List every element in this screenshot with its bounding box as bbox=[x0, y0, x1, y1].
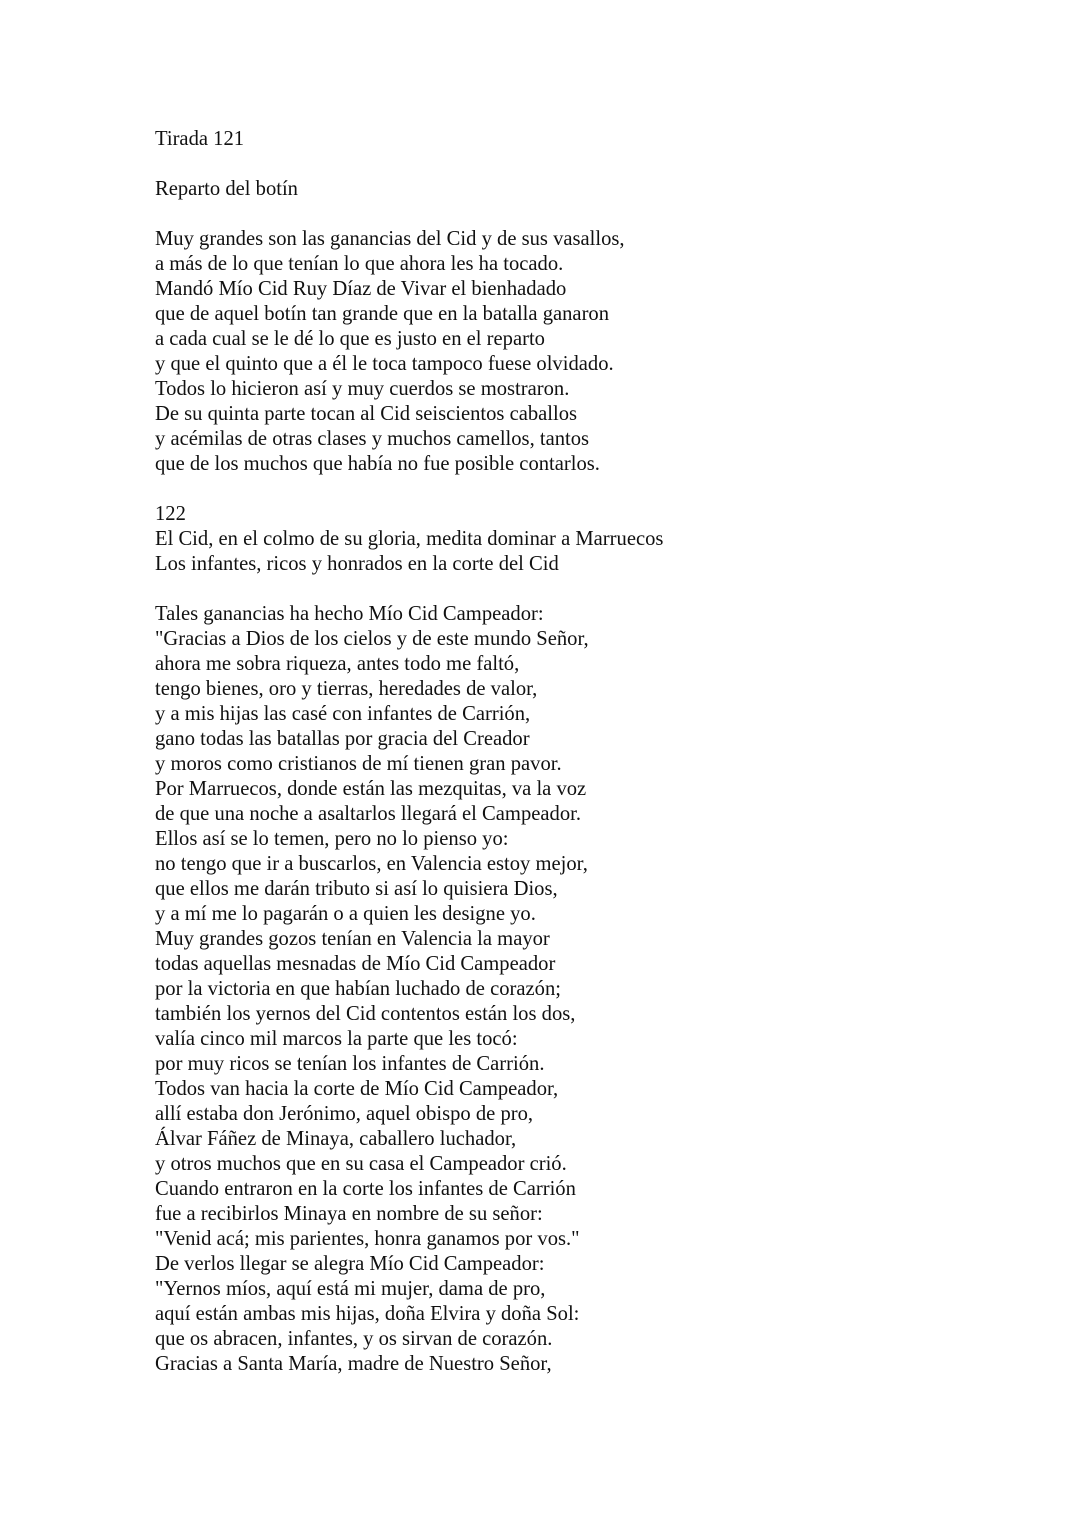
verse-line: todas aquellas mesnadas de Mío Cid Campeador bbox=[155, 953, 556, 975]
document-page bbox=[155, 127, 1055, 1377]
verse-line: y a mis hijas las casé con infantes de Carrión, bbox=[155, 703, 531, 725]
spacer bbox=[155, 202, 1055, 227]
tirada-121-heading: Tirada 121 bbox=[155, 128, 245, 150]
spacer bbox=[155, 477, 1055, 502]
verse-line: y que el quinto que a él le toca tampoco fuese olvidado. bbox=[155, 353, 614, 375]
tirada-121-subtitle: Reparto del botín bbox=[155, 178, 298, 200]
verse-line: Todos lo hicieron así y muy cuerdos se mostraron. bbox=[155, 378, 570, 400]
verse-line: Por Marruecos, donde están las mezquitas, va la voz bbox=[155, 778, 587, 800]
tirada-121-verses bbox=[155, 227, 1055, 477]
verse-line: De verlos llegar se alegra Mío Cid Campeador: bbox=[155, 1253, 545, 1275]
verse-line: Gracias a Santa María, madre de Nuestro Señor, bbox=[155, 1353, 552, 1375]
verse-line: Todos van hacia la corte de Mío Cid Campeador, bbox=[155, 1078, 559, 1100]
tirada-122-number: 122 bbox=[155, 503, 186, 525]
verse-line: de que una noche a asaltarlos llegará el Campeador. bbox=[155, 803, 581, 825]
tirada-122-subtitle-2: Los infantes, ricos y honrados en la corte del Cid bbox=[155, 553, 559, 575]
verse-line: y moros como cristianos de mí tienen gran pavor. bbox=[155, 753, 562, 775]
verse-line: tengo bienes, oro y tierras, heredades de valor, bbox=[155, 678, 538, 700]
verse-line: Muy grandes son las ganancias del Cid y de sus vasallos, bbox=[155, 228, 625, 250]
verse-line: fue a recibirlos Minaya en nombre de su señor: bbox=[155, 1203, 543, 1225]
verse-line: "Yernos míos, aquí está mi mujer, dama de pro, bbox=[155, 1278, 546, 1300]
verse-line: De su quinta parte tocan al Cid seiscientos caballos bbox=[155, 403, 578, 425]
verse-line: que ellos me darán tributo si así lo quisiera Dios, bbox=[155, 878, 558, 900]
verse-line: y a mí me lo pagarán o a quien les designe yo. bbox=[155, 903, 536, 925]
verse-line: no tengo que ir a buscarlos, en Valencia estoy mejor, bbox=[155, 853, 588, 875]
verse-line: valía cinco mil marcos la parte que les tocó: bbox=[155, 1028, 518, 1050]
verse-line: Cuando entraron en la corte los infantes de Carrión bbox=[155, 1178, 576, 1200]
tirada-122-verses bbox=[155, 602, 1055, 1377]
verse-line: también los yernos del Cid contentos están los dos, bbox=[155, 1003, 576, 1025]
verse-line: "Venid acá; mis parientes, honra ganamos por vos." bbox=[155, 1228, 580, 1250]
verse-line: que de aquel botín tan grande que en la batalla ganaron bbox=[155, 303, 610, 325]
verse-line: Álvar Fáñez de Minaya, caballero luchador, bbox=[155, 1128, 517, 1150]
spacer bbox=[155, 152, 1055, 177]
verse-line: Muy grandes gozos tenían en Valencia la mayor bbox=[155, 928, 550, 950]
tirada-122-subtitle-1: El Cid, en el colmo de su gloria, medita dominar a Marruecos bbox=[155, 528, 664, 550]
verse-line: por la victoria en que habían luchado de corazón; bbox=[155, 978, 561, 1000]
verse-line: a más de lo que tenían lo que ahora les ha tocado. bbox=[155, 253, 564, 275]
verse-line: "Gracias a Dios de los cielos y de este mundo Señor, bbox=[155, 628, 589, 650]
verse-line: Mandó Mío Cid Ruy Díaz de Vivar el bienhadado bbox=[155, 278, 567, 300]
verse-line: ahora me sobra riqueza, antes todo me faltó, bbox=[155, 653, 520, 675]
verse-line: Tales ganancias ha hecho Mío Cid Campeador: bbox=[155, 603, 544, 625]
verse-line: allí estaba don Jerónimo, aquel obispo de pro, bbox=[155, 1103, 534, 1125]
verse-line: por muy ricos se tenían los infantes de Carrión. bbox=[155, 1053, 545, 1075]
spacer bbox=[155, 577, 1055, 602]
verse-line: y otros muchos que en su casa el Campeador crió. bbox=[155, 1153, 567, 1175]
verse-line: Ellos así se lo temen, pero no lo pienso yo: bbox=[155, 828, 509, 850]
verse-line: a cada cual se le dé lo que es justo en el reparto bbox=[155, 328, 545, 350]
verse-line: que os abracen, infantes, y os sirvan de corazón. bbox=[155, 1328, 553, 1350]
verse-line: gano todas las batallas por gracia del Creador bbox=[155, 728, 530, 750]
verse-line: aquí están ambas mis hijas, doña Elvira y doña Sol: bbox=[155, 1303, 580, 1325]
verse-line: que de los muchos que había no fue posible contarlos. bbox=[155, 453, 600, 475]
verse-line: y acémilas de otras clases y muchos camellos, tantos bbox=[155, 428, 590, 450]
